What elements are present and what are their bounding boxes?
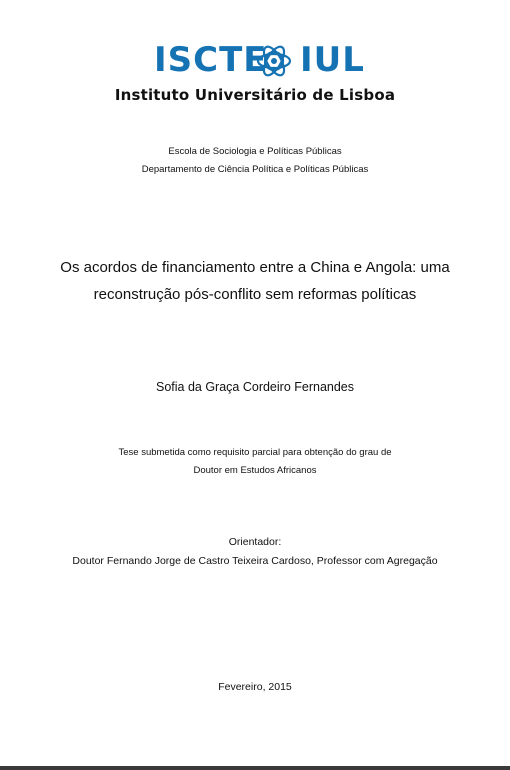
- page-bottom-border: [0, 766, 510, 770]
- advisor-label: Orientador:: [228, 536, 282, 548]
- department-name: Departamento de Ciência Política e Políticas Públicas: [141, 164, 369, 175]
- institution-logo: [0, 40, 510, 106]
- author-name: Sofia da Graça Cordeiro Fernandes: [155, 380, 355, 394]
- submission-statement-line-1: Tese submetida como requisito parcial para obtenção do grau de: [118, 447, 392, 458]
- advisor-name: Doutor Fernando Jorge de Castro Teixeira Cardoso, Professor com Agregação: [72, 555, 438, 567]
- institution-name: Instituto Universitário de Lisboa: [114, 86, 396, 104]
- logo-right-word: IUL: [300, 40, 365, 80]
- logo-left-word: ISCTE: [154, 40, 268, 80]
- submission-statement-line-2: Doutor em Estudos Africanos: [193, 465, 317, 476]
- thesis-title-line-2: reconstrução pós-conflito sem reformas políticas: [93, 286, 417, 303]
- globe-emblem-icon: [254, 41, 294, 81]
- submission-date: Fevereiro, 2015: [218, 681, 292, 693]
- thesis-title-line-1: Os acordos de financiamento entre a China e Angola: uma: [60, 259, 450, 276]
- school-name: Escola de Sociologia e Políticas Públicas: [168, 146, 342, 157]
- logo-wordmark: [0, 40, 510, 80]
